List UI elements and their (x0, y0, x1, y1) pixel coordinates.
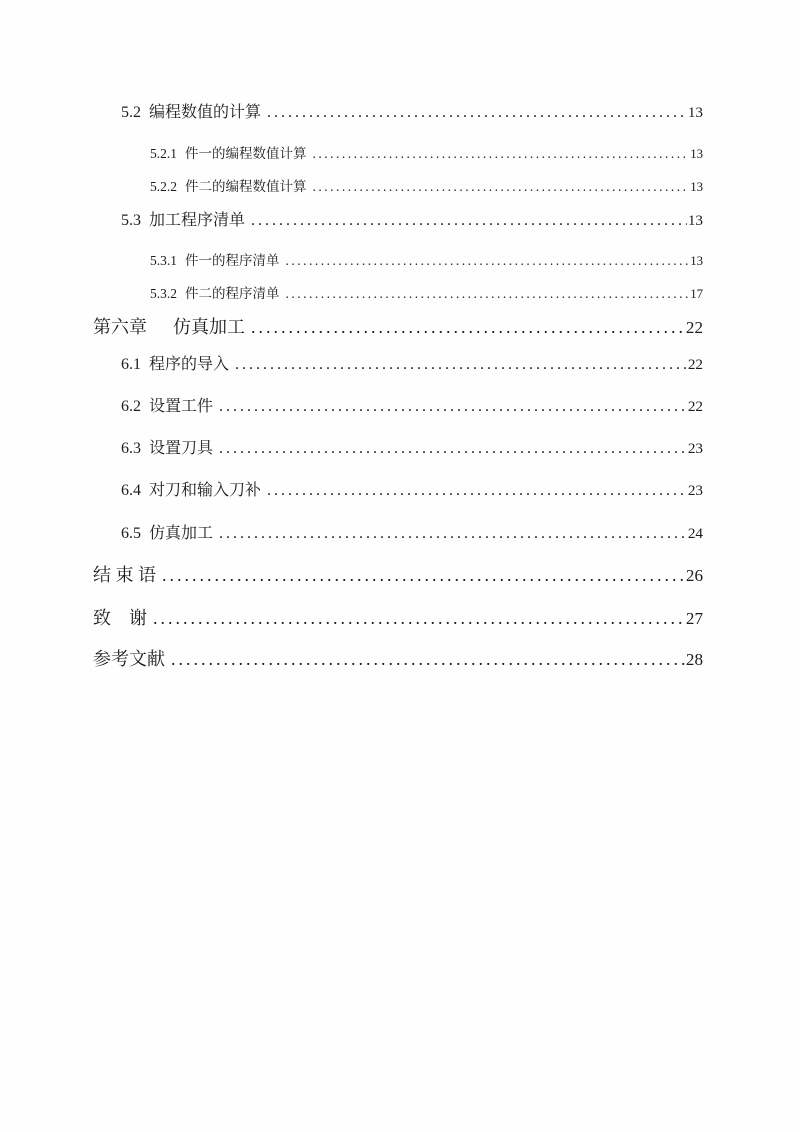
toc-entry-title: 件二的程序清单 (185, 286, 280, 301)
toc-entry-title: 对刀和输入刀补 (149, 482, 262, 499)
toc-entry-page: 24 (687, 525, 703, 542)
dot-leader (313, 179, 690, 195)
toc-entry[interactable] (121, 356, 703, 374)
dot-leader (251, 317, 685, 338)
toc-entry-number: 第六章 (93, 317, 147, 337)
toc-entry-number: 5.2.1 (150, 146, 177, 161)
toc-entry[interactable] (121, 440, 703, 458)
toc-entry-page: 22 (687, 398, 703, 415)
toc-entry-page: 17 (690, 287, 703, 301)
toc-entry[interactable] (150, 253, 703, 269)
toc-entry-number: 6.1 (121, 356, 141, 373)
dot-leader (219, 398, 687, 416)
toc-entry-title: 设置工件 (149, 398, 214, 415)
toc-entry[interactable] (150, 286, 703, 302)
toc-entry-title: 仿真加工 (173, 317, 245, 337)
toc-entry-page: 22 (687, 356, 703, 373)
toc-entry[interactable] (150, 146, 703, 162)
dot-leader (286, 286, 690, 302)
toc-entry-number: 5.3 (121, 212, 141, 229)
dot-leader (313, 146, 690, 162)
dot-leader (251, 212, 687, 230)
dot-leader (153, 608, 685, 629)
toc-entry-page: 13 (687, 212, 703, 229)
toc-entry[interactable] (150, 179, 703, 195)
toc-entry[interactable] (93, 317, 703, 338)
toc-entry-title: 结 束 语 (93, 565, 156, 585)
toc-entry-number: 5.2 (121, 104, 141, 121)
dot-leader (219, 525, 687, 543)
toc-entry-page: 13 (690, 147, 703, 161)
toc-entry-number: 5.3.2 (150, 286, 177, 301)
toc-entry-title: 加工程序清单 (149, 212, 246, 229)
dot-leader (219, 440, 687, 458)
toc-entry-page: 28 (685, 650, 703, 669)
toc-entry-number: 6.5 (121, 525, 141, 542)
toc-entry-page: 13 (690, 254, 703, 268)
toc-entry-title: 件二的编程数值计算 (185, 179, 307, 194)
toc-entry[interactable] (93, 649, 703, 670)
toc-entry-title: 件一的程序清单 (185, 253, 280, 268)
toc-entry-title: 件一的编程数值计算 (185, 146, 307, 161)
toc-entry[interactable] (93, 565, 703, 586)
dot-leader (162, 565, 685, 586)
toc-entry-number: 5.3.1 (150, 253, 177, 268)
toc-entry[interactable] (121, 212, 703, 230)
toc-entry-page: 13 (687, 104, 703, 121)
toc-entry-page: 22 (685, 318, 703, 337)
dot-leader (286, 253, 690, 269)
toc-entry-title: 编程数值的计算 (149, 104, 262, 121)
dot-leader (171, 649, 685, 670)
toc-entry-number: 6.2 (121, 398, 141, 415)
toc-entry-title: 程序的导入 (149, 356, 230, 373)
toc-entry-number: 6.3 (121, 440, 141, 457)
toc-entry-page: 23 (687, 440, 703, 457)
toc-entry-title: 参考文献 (93, 649, 165, 669)
toc-entry[interactable] (121, 525, 703, 543)
dot-leader (267, 104, 687, 122)
toc-entry[interactable] (93, 608, 703, 629)
dot-leader (235, 356, 687, 374)
toc-entry-title: 致 谢 (93, 608, 147, 628)
toc-entry-number: 5.2.2 (150, 179, 177, 194)
toc-entry[interactable] (121, 482, 703, 500)
toc-entry-page: 13 (690, 180, 703, 194)
toc-entry-title: 设置刀具 (149, 440, 214, 457)
toc-entry-page: 23 (687, 482, 703, 499)
toc-entry[interactable] (121, 398, 703, 416)
toc-entry[interactable] (121, 104, 703, 122)
toc-entry-title: 仿真加工 (149, 525, 214, 542)
toc-entry-page: 27 (685, 609, 703, 628)
dot-leader (267, 482, 687, 500)
toc-entry-page: 26 (685, 566, 703, 585)
toc-entry-number: 6.4 (121, 482, 141, 499)
